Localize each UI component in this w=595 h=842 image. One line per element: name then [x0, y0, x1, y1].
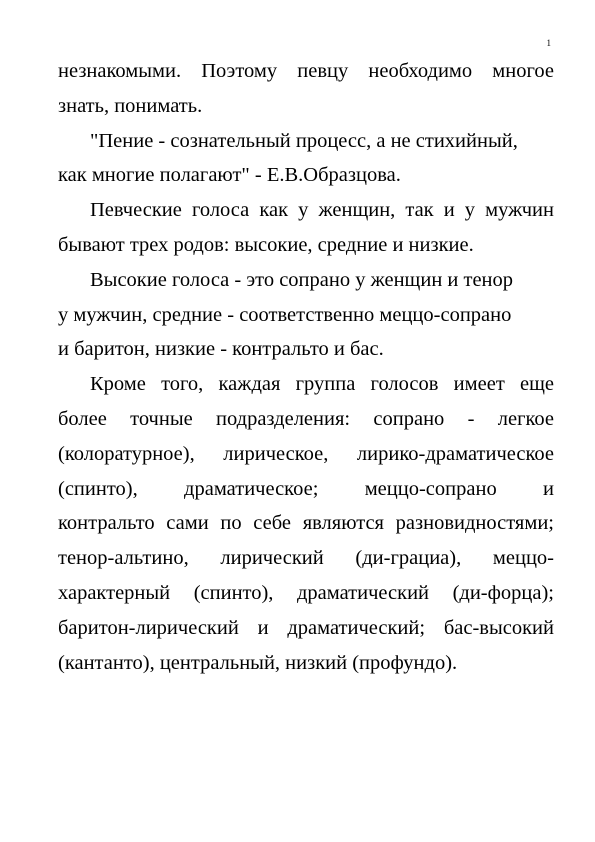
text-line: как многие полагают" - Е.В.Образцова.	[58, 164, 401, 187]
text-line: у мужчин, средние - соответственно меццо-сопрано	[58, 303, 512, 326]
text-line: и баритон, низкие - контральто и бас.	[58, 338, 384, 361]
text-line: Певческие голоса как у женщин, так и у мужчин	[90, 199, 554, 222]
text-line: (кантанто), центральный, низкий (профундо).	[58, 651, 458, 674]
text-line: бывают трех родов: высокие, средние и низкие.	[58, 233, 474, 256]
text-line: баритон-лирический и драматический; бас-высокий	[58, 616, 554, 639]
text-line: (спинто), драматическое; меццо-сопрано и	[58, 477, 554, 500]
text-line: знать, понимать.	[58, 94, 203, 117]
document-body	[58, 54, 554, 680]
text-line: Высокие голоса - это сопрано у женщин и тенор	[90, 268, 514, 291]
text-line: Кроме того, каждая группа голосов имеет еще	[90, 373, 554, 396]
text-line: (колоратурное), лирическое, лирико-драматическое	[58, 442, 554, 465]
text-line: более точные подразделения: сопрано - легкое	[58, 407, 554, 430]
page-number: 1	[546, 38, 551, 48]
text-line: тенор-альтино, лирический (ди-грациа), меццо-	[58, 547, 554, 570]
text-line: характерный (спинто), драматический (ди-форца);	[58, 581, 554, 604]
text-line: "Пение - сознательный процесс, а не стихийный,	[90, 129, 518, 152]
text-line: контральто сами по себе являются разновидностями;	[58, 512, 554, 535]
text-line: незнакомыми. Поэтому певцу необходимо многое	[58, 60, 554, 82]
